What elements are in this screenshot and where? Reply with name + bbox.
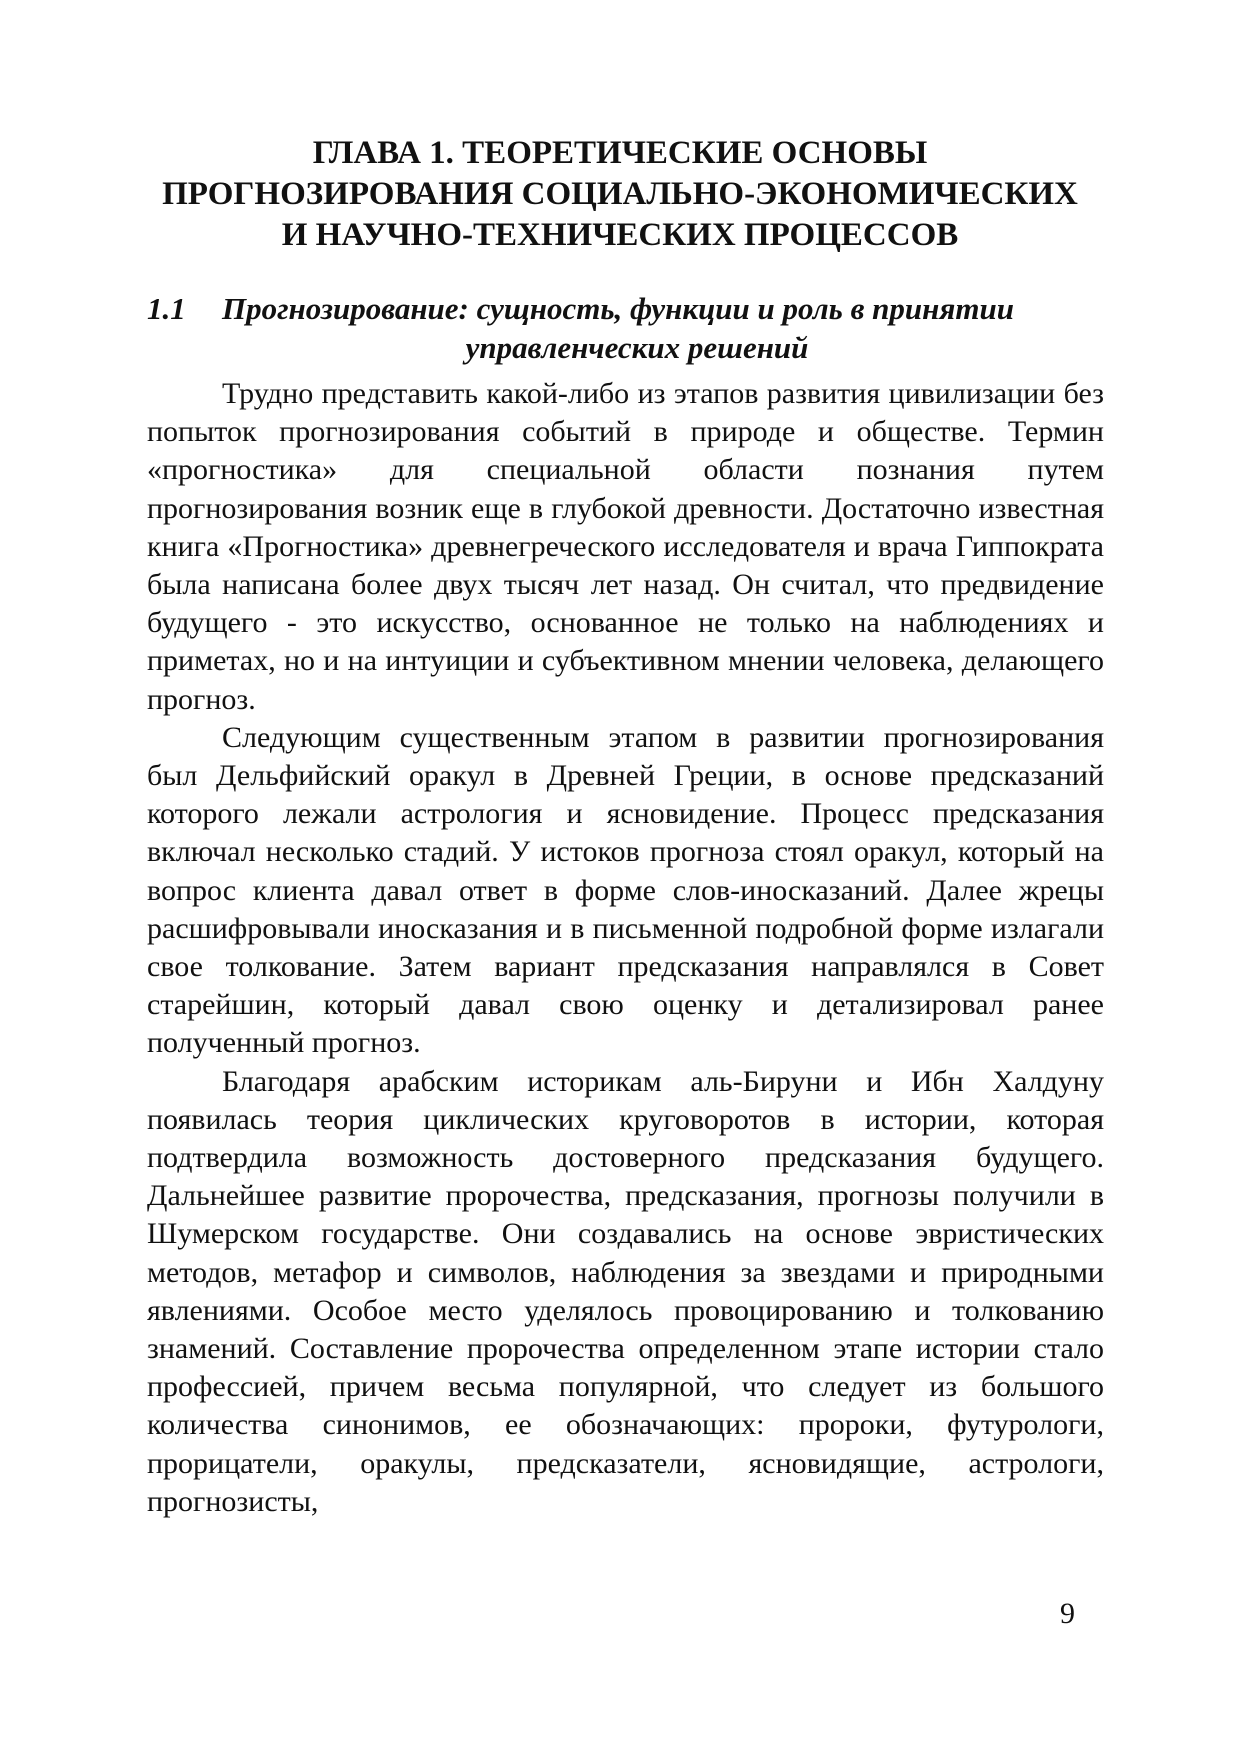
section-heading	[147, 289, 1107, 367]
paragraph: Благодаря арабским историкам аль-Бируни и Ибн Халдуну появилась теория циклических круговоротов в истории, которая подтвердила возможность достоверного предсказания будущего. Дальнейшее развитие пророчества, предсказания, прогнозы получили в Шумерском государстве. Они создавались на основе эвристических методов, метафор и символов, наблюдения за звездами и природными явлениями. Особое место уделялось провоцированию и толкованию знамений. Составление пророчества определенном этапе истории стало профессией, причем весьма популярной, что следует из большого количества синонимов, ее обозначающих: пророки, футурологи, прорицатели, оракулы, предсказатели, ясновидящие, астрологи, прогнозисты,	[147, 1064, 1104, 1518]
paragraph: Следующим существенным этапом в развитии прогнозирования был Дельфийский оракул в Древней Греции, в основе предсказаний которого лежали астрология и ясновидение. Процесс предсказания включал несколько стадий. У истоков прогноза стоял оракул, который на вопрос клиента давал ответ в форме слов-иносказаний. Далее жрецы расшифровывали иносказания и в письменной подробной форме излагали свое толкование. Затем вариант предсказания направлялся в Совет старейшин, который давал свою оценку и детализировал ранее полученный прогноз.	[147, 720, 1104, 1060]
page-number: 9	[1060, 1597, 1075, 1630]
paragraph: Трудно представить какой-либо из этапов развития цивилизации без попыток прогнозирования событий в природе и обществе. Термин «прогностика» для специальной области познания путем прогнозирования возник еще в глубокой древности. Достаточно известная книга «Прогностика» древнегреческого исследователя и врача Гиппократа была написана более двух тысяч лет назад. Он считал, что предвидение будущего - это искусство, основанное не только на наблюдениях и приметах, но и на интуиции и субъективном мнении человека, делающего прогноз.	[147, 377, 1104, 716]
chapter-title-line: ГЛАВА 1. ТЕОРЕТИЧЕСКИЕ ОСНОВЫ	[312, 135, 928, 171]
section-title-part1: Прогнозирование: сущность, функции и роль в принятии	[222, 291, 1014, 326]
section-heading-line1	[147, 289, 1107, 328]
chapter-title-line: И НАУЧНО-ТЕХНИЧЕСКИХ ПРОЦЕССОВ	[281, 217, 959, 253]
body-text	[147, 375, 1104, 1521]
section-title-part2: управленческих решений	[465, 330, 809, 365]
chapter-title-line: ПРОГНОЗИРОВАНИЯ СОЦИАЛЬНО-ЭКОНОМИЧЕСКИХ	[162, 176, 1078, 212]
chapter-title	[140, 133, 1100, 256]
section-number: 1.1	[147, 291, 186, 326]
